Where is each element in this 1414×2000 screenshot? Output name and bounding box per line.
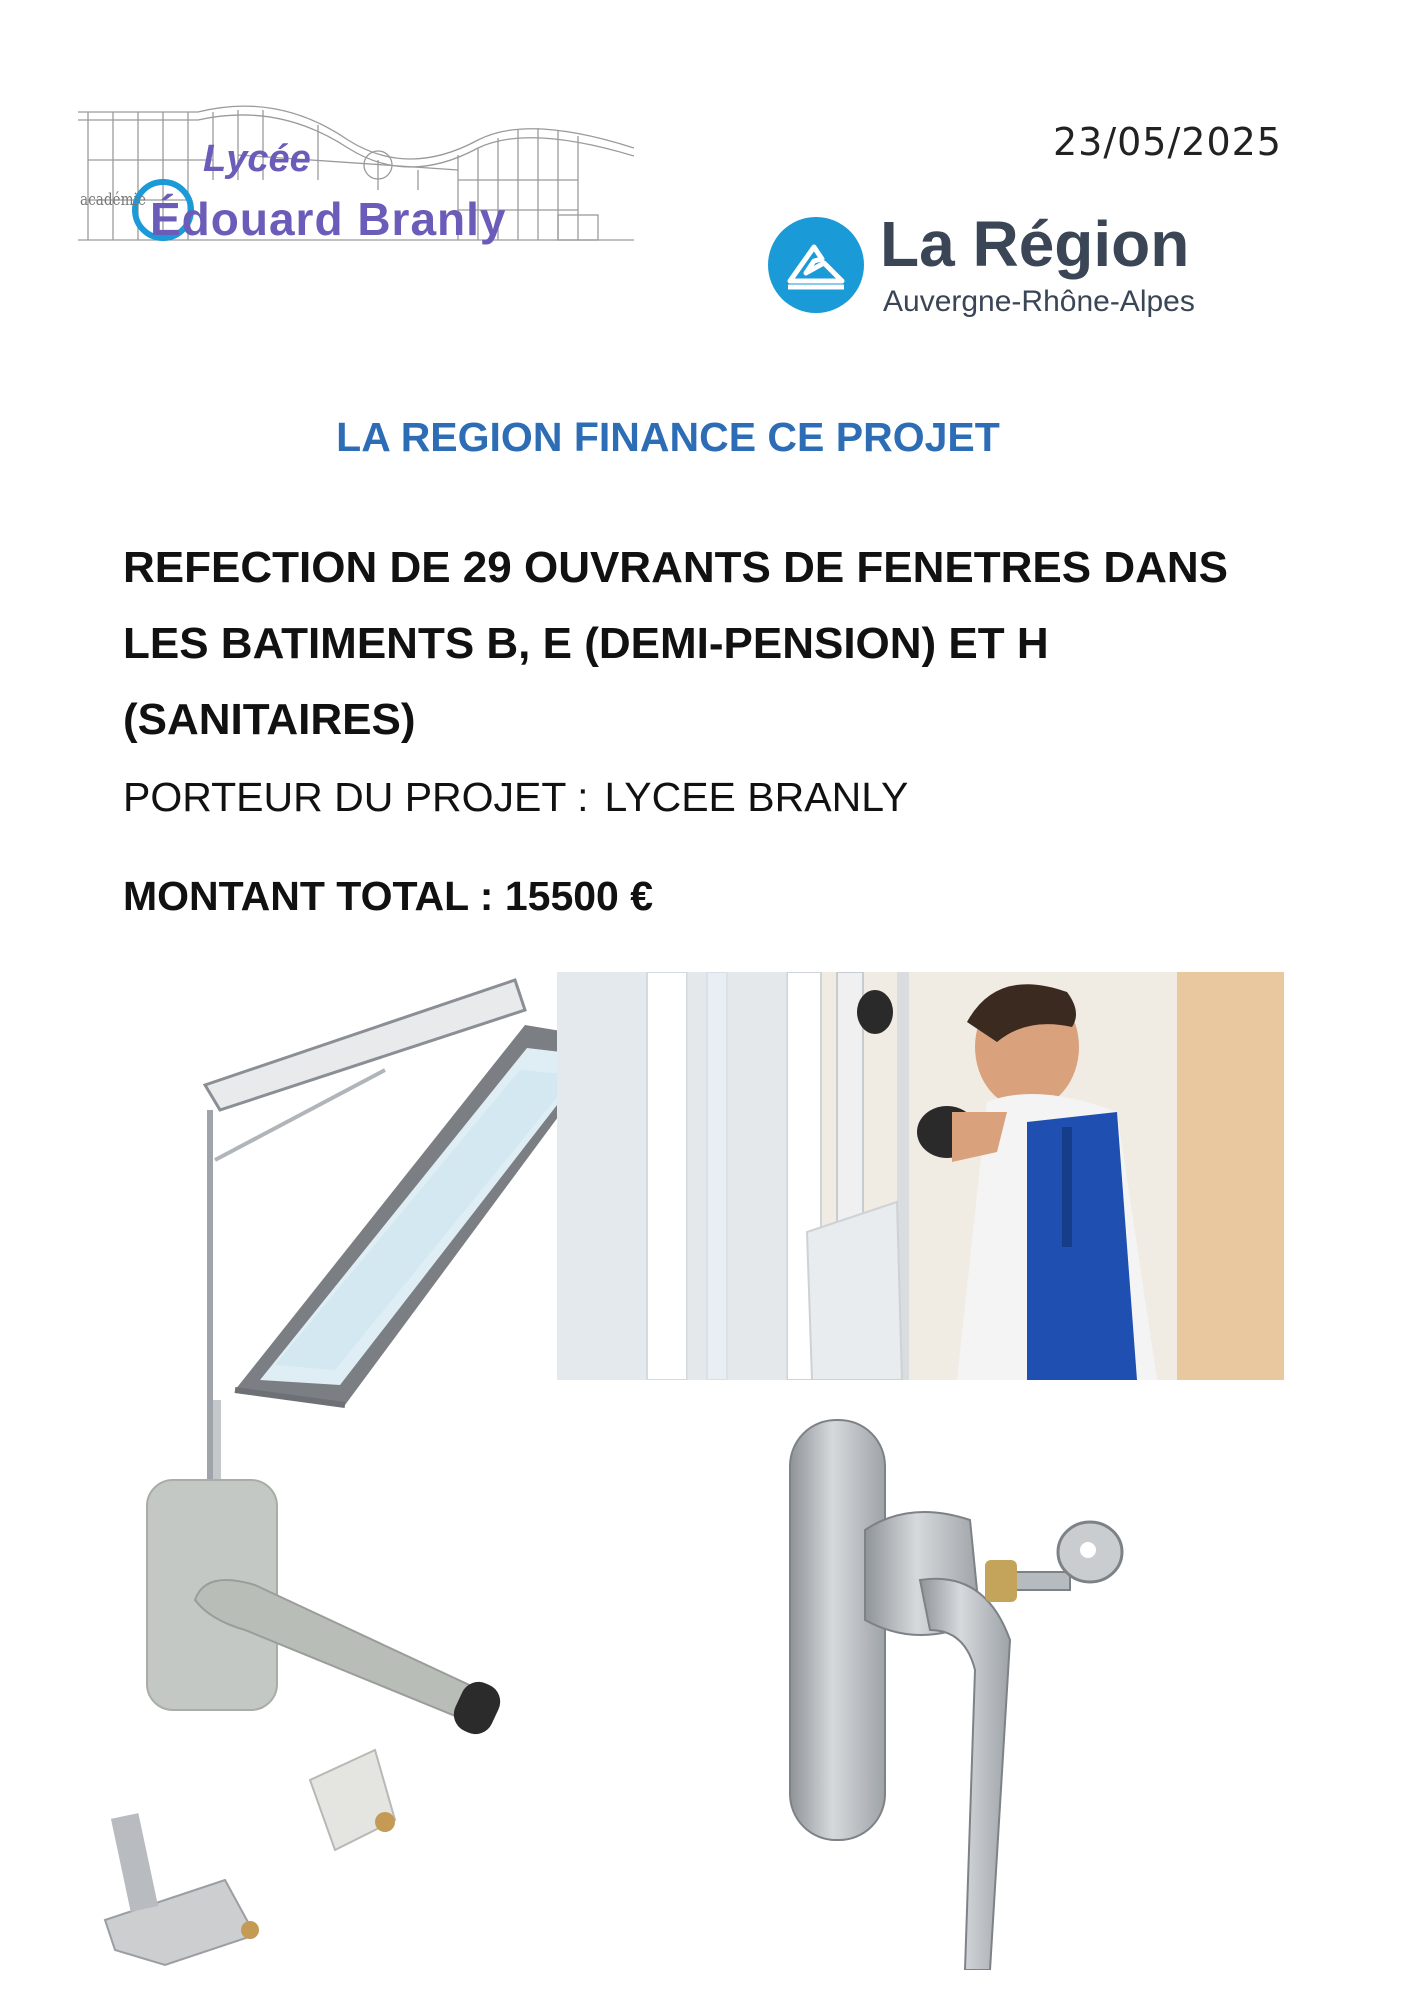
- region-name: La Région: [880, 208, 1190, 280]
- lycee-name: Édouard Branly: [150, 193, 507, 245]
- porteur-label: PORTEUR DU PROJET :: [123, 774, 589, 820]
- document-date: 23/05/2025: [1052, 120, 1282, 164]
- lycee-logo: [78, 100, 634, 250]
- region-logo: [768, 208, 1228, 325]
- project-title-line: LES BATIMENTS B, E (DEMI-PENSION) ET H: [123, 619, 1049, 668]
- porteur-line: [123, 774, 908, 821]
- lycee-label: Lycée: [203, 138, 311, 180]
- porteur-value: LYCEE BRANLY: [604, 774, 909, 820]
- project-title-line: REFECTION DE 29 OUVRANTS DE FENETRES DANS: [123, 543, 1229, 592]
- region-subtitle: Auvergne-Rhône-Alpes: [883, 285, 1195, 318]
- region-mountain-icon: [768, 217, 864, 313]
- montant-total: MONTANT TOTAL : 15500 €: [123, 873, 654, 919]
- project-title: [123, 530, 1303, 758]
- worker-installing-window-image: [557, 972, 1284, 1380]
- academie-label: académie: [80, 190, 146, 210]
- project-title-line: (SANITAIRES): [123, 695, 416, 744]
- finance-banner: LA REGION FINANCE CE PROJET: [336, 414, 1000, 460]
- window-handle-image: [770, 1410, 1150, 1970]
